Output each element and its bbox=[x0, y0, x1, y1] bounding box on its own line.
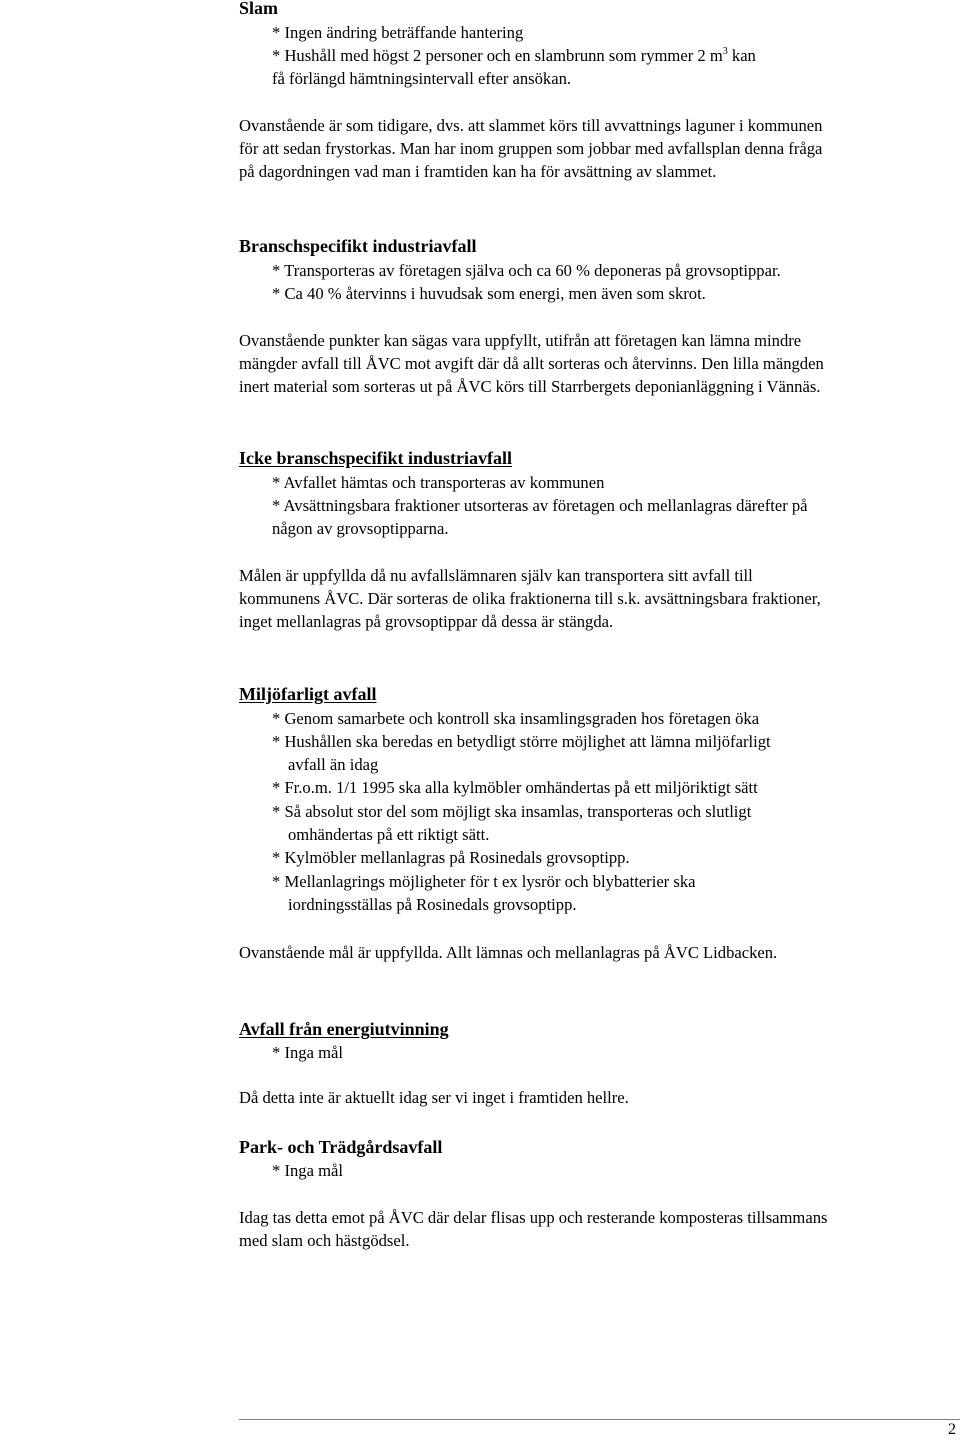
paragraph-line: inert material som sorteras ut på ÅVC körs till Starrbergets deponianläggning i Vännäs. bbox=[239, 377, 821, 396]
bullet-continuation: få förlängd hämtningsintervall efter ansökan. bbox=[272, 69, 572, 88]
page-number: 2 bbox=[948, 1421, 956, 1438]
paragraph-line: Ovanstående mål är uppfyllda. Allt lämnas och mellanlagras på ÅVC Lidbacken. bbox=[239, 943, 778, 962]
section-heading-energiutvinning: Avfall från energiutvinning bbox=[239, 1019, 449, 1039]
bullet-line: * Så absolut stor del som möjligt ska insamlas, transporteras och slutligt bbox=[272, 802, 752, 821]
paragraph-line: Ovanstående är som tidigare, dvs. att slammet körs till avvattnings laguner i kommunen bbox=[239, 116, 823, 135]
bullet-continuation: iordningsställas på Rosinedals grovsoptipp. bbox=[288, 895, 577, 914]
paragraph-line: med slam och hästgödsel. bbox=[239, 1231, 410, 1250]
bullet-line: * Transporteras av företagen själva och ca 60 % deponeras på grovsoptippar. bbox=[272, 261, 781, 280]
bullet-continuation: omhändertas på ett riktigt sätt. bbox=[288, 825, 490, 844]
bullet-line: * Inga mål bbox=[272, 1043, 343, 1062]
paragraph-line: för att sedan frystorkas. Man har inom gruppen som jobbar med avfallsplan denna fråga bbox=[239, 139, 823, 158]
superscript: 3 bbox=[722, 46, 728, 57]
bullet-line: * Avsättningsbara fraktioner utsorteras av företagen och mellanlagras därefter på bbox=[272, 496, 808, 515]
paragraph-line: Då detta inte är aktuellt idag ser vi inget i framtiden hellre. bbox=[239, 1088, 629, 1107]
paragraph-line: Ovanstående punkter kan sägas vara uppfyllt, utifrån att företagen kan lämna mindre bbox=[239, 331, 802, 350]
footer-divider bbox=[239, 1419, 960, 1420]
paragraph-line: Idag tas detta emot på ÅVC där delar flisas upp och resterande komposteras tillsammans bbox=[239, 1208, 828, 1227]
bullet-line: * Hushållen ska beredas en betydligt större möjlighet att lämna miljöfarligt bbox=[272, 732, 771, 751]
paragraph-line: kommunens ÅVC. Där sorteras de olika fraktionerna till s.k. avsättningsbara fraktioner, bbox=[239, 589, 821, 608]
bullet-line: * Inga mål bbox=[272, 1161, 343, 1180]
paragraph-line: Målen är uppfyllda då nu avfallslämnaren själv kan transportera sitt avfall till bbox=[239, 566, 753, 585]
section-heading-slam: Slam bbox=[239, 0, 279, 18]
bullet-line: * Ingen ändring beträffande hantering bbox=[272, 23, 524, 42]
bullet-line: * Fr.o.m. 1/1 1995 ska alla kylmöbler omhändertas på ett miljöriktigt sätt bbox=[272, 778, 758, 797]
section-heading-park: Park- och Trädgårdsavfall bbox=[239, 1137, 443, 1157]
bullet-continuation: någon av grovsoptipparna. bbox=[272, 519, 449, 538]
bullet-line: * Kylmöbler mellanlagras på Rosinedals grovsoptipp. bbox=[272, 848, 630, 867]
paragraph-line: mängder avfall till ÅVC mot avgift där då allt sorteras och återvinns. Den lilla mängden bbox=[239, 354, 824, 373]
section-heading-branschspecifikt: Branschspecifikt industriavfall bbox=[239, 236, 477, 256]
bullet-line: * Mellanlagrings möjligheter för t ex lysrör och blybatterier ska bbox=[272, 872, 696, 891]
bullet-line: * Hushåll med högst 2 personer och en slambrunn som rymmer 2 $m^3$ kan bbox=[272, 46, 756, 65]
bullet-continuation: avfall än idag bbox=[288, 755, 379, 774]
bullet-line: * Ca 40 % återvinns i huvudsak som energi, men även som skrot. bbox=[272, 284, 706, 303]
bullet-line: * Genom samarbete och kontroll ska insamlingsgraden hos företagen öka bbox=[272, 709, 760, 728]
paragraph-line: på dagordningen vad man i framtiden kan ha för avsättning av slammet. bbox=[239, 162, 717, 181]
section-heading-icke-branschspecifikt: Icke branschspecifikt industriavfall bbox=[239, 448, 513, 468]
section-heading-miljofarligt: Miljöfarligt avfall bbox=[239, 684, 377, 704]
paragraph-line: inget mellanlagras på grovsoptippar då dessa är stängda. bbox=[239, 612, 614, 631]
bullet-line: * Avfallet hämtas och transporteras av kommunen bbox=[272, 473, 605, 492]
